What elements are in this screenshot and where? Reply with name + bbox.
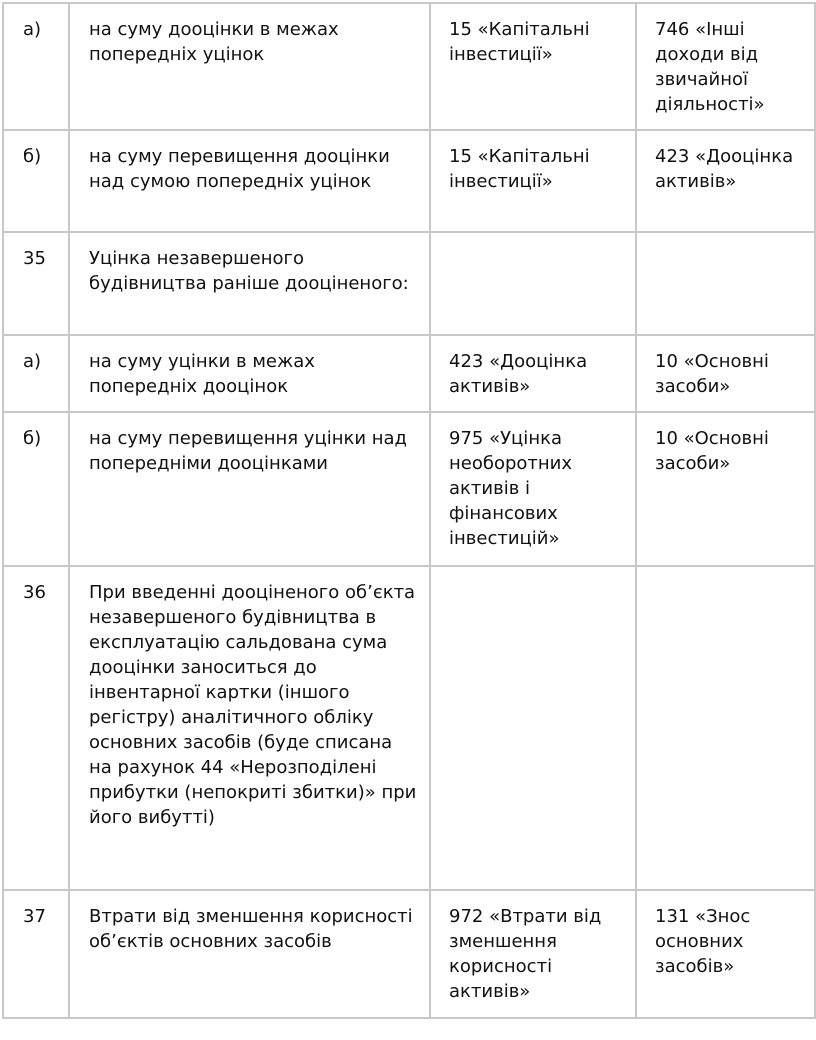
row-number: 36 <box>3 566 69 890</box>
table-row <box>3 130 815 232</box>
operation-description: При введенні дооціненого об’єкта незавершеного будівництва в експлуатацію сальдована сума дооцінки заноситься до інвентарної картки (іншого регістру) аналітичного обліку основних засобів (буде списана на рахунок 44 «Нерозподілені прибутки (непокриті збитки)» при його вибутті) <box>69 566 430 890</box>
credit-account <box>636 566 815 890</box>
row-number: б) <box>3 130 69 232</box>
table-row <box>3 412 815 566</box>
row-number: а) <box>3 3 69 130</box>
credit-account <box>636 232 815 335</box>
operation-description: на суму дооцінки в межах попередніх уцінок <box>69 3 430 130</box>
table-row <box>3 3 815 130</box>
row-number: б) <box>3 412 69 566</box>
debit-account: 975 «Уцінка необоротних активів і фінансових інвестицій» <box>430 412 636 566</box>
debit-account: 972 «Втрати від зменшення корисності активів» <box>430 890 636 1018</box>
credit-account: 10 «Основні засоби» <box>636 335 815 412</box>
debit-account <box>430 566 636 890</box>
row-number: 37 <box>3 890 69 1018</box>
operation-description: на суму перевищення уцінки над попередніми дооцінками <box>69 412 430 566</box>
table-row <box>3 335 815 412</box>
accounting-entries-table <box>2 2 816 1019</box>
row-number: 35 <box>3 232 69 335</box>
operation-description: Втрати від зменшення корисності об’єктів основних засобів <box>69 890 430 1018</box>
operation-description: Уцінка незавершеного будівництва раніше дооціненого: <box>69 232 430 335</box>
table-row <box>3 566 815 890</box>
row-number: а) <box>3 335 69 412</box>
operation-description: на суму уцінки в межах попередніх дооцінок <box>69 335 430 412</box>
debit-account <box>430 232 636 335</box>
table-row <box>3 890 815 1018</box>
operation-description: на суму перевищення дооцінки над сумою попередніх уцінок <box>69 130 430 232</box>
credit-account: 10 «Основні засоби» <box>636 412 815 566</box>
credit-account: 131 «Знос основних засобів» <box>636 890 815 1018</box>
debit-account: 15 «Капітальні інвестиції» <box>430 3 636 130</box>
table-row <box>3 232 815 335</box>
debit-account: 423 «Дооцінка активів» <box>430 335 636 412</box>
credit-account: 423 «Дооцінка активів» <box>636 130 815 232</box>
debit-account: 15 «Капітальні інвестиції» <box>430 130 636 232</box>
credit-account: 746 «Інші доходи від звичайної діяльності» <box>636 3 815 130</box>
